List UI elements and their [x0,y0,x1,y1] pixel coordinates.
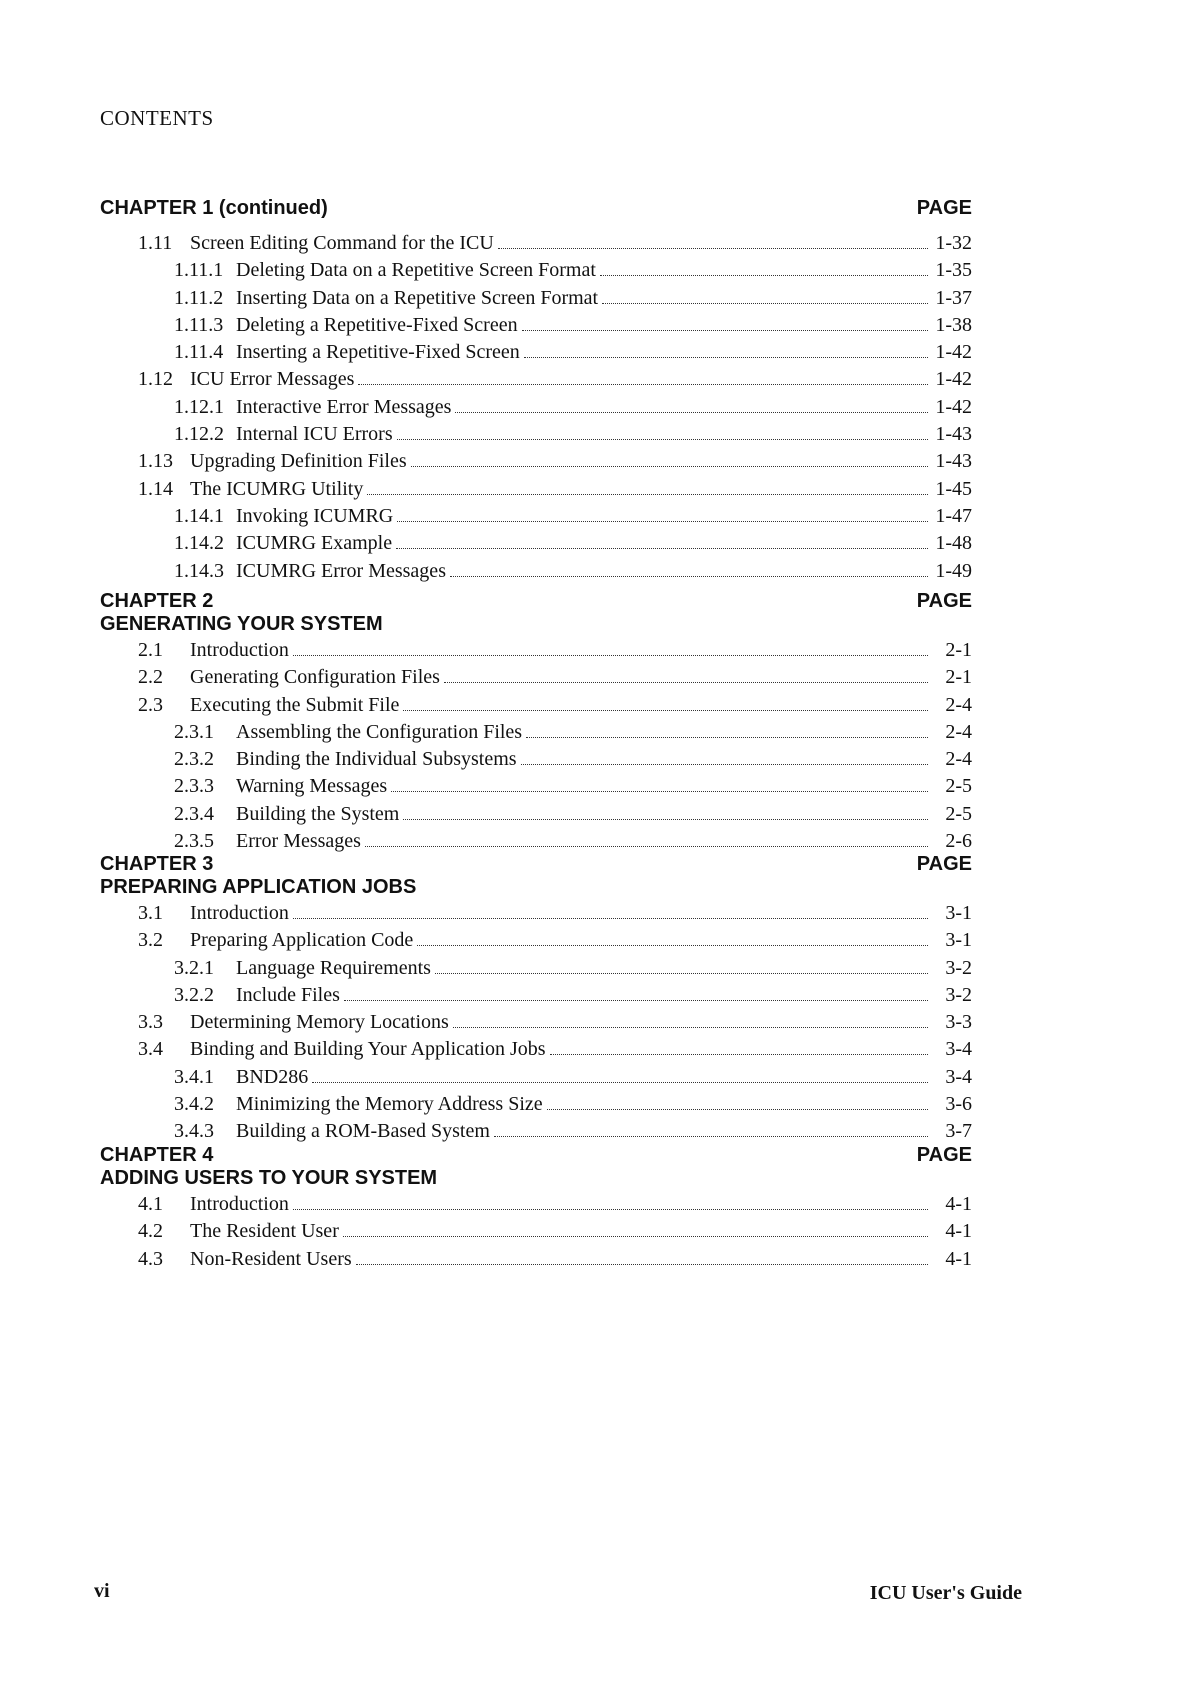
toc-entry [100,773,972,800]
toc-entry-page: 3-4 [945,1038,972,1061]
toc-entry [100,982,972,1009]
toc-entry-number: 2.3 [138,693,163,716]
toc-entry-page: 3-1 [945,929,972,952]
toc-entry-title: Assembling the Configuration Files [236,720,523,743]
toc-entry-title: Determining Memory Locations [190,1011,449,1034]
toc-entry [100,448,972,475]
toc-entry-number: 1.12.2 [174,423,224,446]
toc-entry-number: 3.4.3 [174,1120,214,1143]
toc-entry-number: 1.14.2 [174,532,224,555]
toc-entry-page: 3-4 [945,1065,972,1088]
toc-entry-page: 2-5 [945,775,972,798]
toc-dot-leader [403,819,928,820]
toc-dot-leader [498,248,928,249]
toc-entry-title: Building the System [236,802,400,825]
toc-entry-number: 1.14 [138,477,173,500]
toc-entries [100,637,972,855]
toc-entry-title: Deleting a Repetitive-Fixed Screen [236,313,518,336]
toc-entry-page: 1-35 [935,259,972,282]
toc-dot-leader [547,1109,928,1110]
toc-entry-number: 2.3.2 [174,748,214,771]
toc-entry-title: Generating Configuration Files [190,666,440,689]
toc-entry [100,503,972,530]
toc-entry-number: 2.2 [138,666,163,689]
chapter-heading-row [100,196,972,220]
toc-dot-leader [521,764,928,765]
toc-entry-number: 3.2 [138,929,163,952]
toc-dot-leader [344,1000,928,1001]
toc-entry-title: ICU Error Messages [190,368,355,391]
footer-page-number: vi [94,1580,110,1602]
toc-entry-number: 3.4.1 [174,1065,214,1088]
toc-entry-number: 2.1 [138,639,163,661]
toc-dot-leader [403,710,928,711]
toc-entry [100,1091,972,1118]
toc-entries [100,1191,972,1273]
toc-dot-leader [600,275,928,276]
toc-entry-page: 3-2 [945,956,972,979]
toc-entry [100,394,972,421]
toc-entry [100,1191,972,1218]
toc-entry-number: 3.2.2 [174,983,214,1006]
toc-entry [100,1009,972,1036]
toc-entry-number: 3.3 [138,1011,163,1034]
toc-dot-leader [293,655,928,656]
toc-entry-title: Language Requirements [236,956,431,979]
toc-entry [100,1064,972,1091]
toc-entry-title: Screen Editing Command for the ICU [190,232,494,254]
toc-entry-number: 1.11.4 [174,341,224,364]
toc-dot-leader [391,791,928,792]
toc-entry-page: 1-37 [935,286,972,309]
toc-entry-number: 1.11.1 [174,259,224,282]
page-header: CONTENTS [100,106,214,130]
toc-entry-number: 2.3.1 [174,720,214,743]
footer-book-title: ICU User's Guide [869,1582,1022,1604]
toc-dot-leader [367,494,928,495]
toc-dot-leader [365,846,928,847]
toc-entry-title: Inserting Data on a Repetitive Screen Format [236,286,599,309]
toc-entry-page: 2-1 [945,639,972,661]
toc-entry-page: 1-48 [935,532,972,555]
toc-entry [100,285,972,312]
page-column-label: PAGE [916,853,972,875]
toc-entry [100,339,972,366]
toc-entry-page: 2-5 [945,802,972,825]
chapter-heading-row [100,852,972,876]
toc-entry [100,1218,972,1245]
toc-entry-page: 1-38 [935,313,972,336]
toc-entry-title: BND286 [236,1065,309,1088]
toc-entries [100,900,972,1146]
toc-entry-number: 1.12 [138,368,173,391]
toc-entry-number: 1.11 [138,232,173,254]
toc-entry-page: 3-7 [945,1120,972,1143]
chapter-heading: CHAPTER 3 [100,853,214,875]
chapter-4-section [100,1143,972,1273]
chapter-title: GENERATING YOUR SYSTEM [100,613,383,635]
toc-entry [100,1118,972,1145]
toc-entry [100,558,972,585]
toc-entry [100,801,972,828]
toc-entry [100,476,972,503]
toc-entry-title: Introduction [190,1193,289,1215]
chapter-heading-row [100,589,972,613]
toc-entry-page: 1-43 [935,423,972,446]
toc-dot-leader [356,1264,928,1265]
toc-entry-title: Include Files [236,983,340,1006]
toc-entry-number: 2.3.4 [174,802,214,825]
toc-entry-number: 1.12.1 [174,395,224,418]
toc-dot-leader [358,384,928,385]
toc-entry-title: Executing the Submit File [190,693,400,716]
toc-entry-number: 2.3.3 [174,775,214,798]
toc-dot-leader [293,1209,928,1210]
toc-dot-leader [602,303,928,304]
toc-entry-page: 4-1 [945,1247,972,1270]
toc-entry-title: Inserting a Repetitive-Fixed Screen [236,341,520,364]
page-column-label: PAGE [916,590,972,612]
toc-entry-number: 3.2.1 [174,956,214,979]
toc-entry-number: 4.2 [138,1220,163,1243]
toc-entry-number: 4.1 [138,1193,163,1215]
toc-entry [100,530,972,557]
toc-entry-page: 1-49 [935,559,972,582]
toc-entry [100,421,972,448]
toc-entry-title: Deleting Data on a Repetitive Screen Format [236,259,596,282]
toc-entry-title: ICUMRG Error Messages [236,559,446,582]
toc-dot-leader [455,412,928,413]
toc-dot-leader [293,918,928,919]
toc-entry [100,900,972,927]
toc-entry-number: 4.3 [138,1247,163,1270]
chapter-title: PREPARING APPLICATION JOBS [100,876,417,898]
page-column-label: PAGE [916,197,972,219]
toc-entry-page: 4-1 [945,1220,972,1243]
toc-dot-leader [444,682,928,683]
toc-entry [100,637,972,664]
toc-dot-leader [411,466,928,467]
toc-entry [100,664,972,691]
toc-dot-leader [396,548,928,549]
toc-entry-page: 1-43 [935,450,972,473]
toc-entry-title: Minimizing the Memory Address Size [236,1093,543,1116]
toc-dot-leader [343,1236,928,1237]
toc-entry-title: Introduction [190,639,289,661]
toc-entries [100,230,972,585]
toc-entry-number: 3.1 [138,902,163,924]
toc-entry-number: 1.14.3 [174,559,224,582]
toc-dot-leader [494,1136,928,1137]
toc-entry-number: 1.11.3 [174,313,224,336]
toc-entry-title: Internal ICU Errors [236,423,393,446]
toc-dot-leader [522,330,928,331]
chapter-heading: CHAPTER 1 (continued) [100,197,328,219]
toc-entry [100,230,972,257]
toc-entry-title: Binding the Individual Subsystems [236,748,517,771]
toc-entry-page: 1-42 [935,368,972,391]
toc-entry-number: 1.13 [138,450,173,473]
toc-entry-page: 2-4 [945,720,972,743]
chapter-2-section [100,589,972,855]
page-column-label: PAGE [916,1144,972,1166]
toc-entry-page: 1-45 [935,477,972,500]
toc-entry-page: 3-1 [945,902,972,924]
toc-entry [100,927,972,954]
toc-dot-leader [526,737,928,738]
toc-entry-number: 2.3.5 [174,830,214,853]
toc-dot-leader [524,357,928,358]
toc-entry-number: 1.11.2 [174,286,224,309]
toc-entry-title: Error Messages [236,830,361,853]
toc-entry-title: Upgrading Definition Files [190,450,407,473]
toc-entry-page: 2-1 [945,666,972,689]
chapter-heading: CHAPTER 2 [100,590,214,612]
toc-entry-page: 1-42 [935,395,972,418]
toc-entry-page: 3-2 [945,983,972,1006]
toc-entry [100,719,972,746]
toc-entry-title: Building a ROM-Based System [236,1120,490,1143]
chapter-1-section [100,196,972,585]
toc-entry [100,366,972,393]
toc-entry-page: 3-6 [945,1093,972,1116]
toc-entry-title: Interactive Error Messages [236,395,452,418]
toc-entry [100,955,972,982]
toc-entry-page: 4-1 [945,1193,972,1215]
toc-entry-page: 1-47 [935,504,972,527]
toc-entry-title: ICUMRG Example [236,532,393,555]
toc-entry-title: Binding and Building Your Application Jobs [190,1038,546,1061]
toc-entry-page: 2-4 [945,748,972,771]
toc-entry-page: 1-42 [935,341,972,364]
toc-dot-leader [312,1082,928,1083]
toc-dot-leader [435,973,928,974]
toc-entry-title: Warning Messages [236,775,388,798]
chapter-heading-row [100,1143,972,1167]
toc-dot-leader [397,439,928,440]
toc-entry-title: Introduction [190,902,289,924]
toc-entry-number: 1.14.1 [174,504,224,527]
chapter-heading: CHAPTER 4 [100,1144,214,1166]
toc-entry-title: The ICUMRG Utility [190,477,364,500]
toc-dot-leader [453,1027,928,1028]
toc-entry [100,746,972,773]
toc-entry-number: 3.4 [138,1038,163,1061]
toc-entry [100,1036,972,1063]
toc-dot-leader [417,945,928,946]
toc-entry-page: 3-3 [945,1011,972,1034]
toc-entry-title: Non-Resident Users [190,1247,352,1270]
toc-entry [100,692,972,719]
toc-dot-leader [397,521,928,522]
toc-entry-title: Invoking ICUMRG [236,504,394,527]
toc-dot-leader [450,576,928,577]
toc-entry-page: 2-4 [945,693,972,716]
toc-entry [100,257,972,284]
toc-entry-title: Preparing Application Code [190,929,414,952]
chapter-title: ADDING USERS TO YOUR SYSTEM [100,1167,438,1189]
chapter-3-section [100,852,972,1146]
toc-entry [100,312,972,339]
toc-dot-leader [550,1054,928,1055]
toc-entry-page: 1-32 [935,232,972,254]
toc-entry-number: 3.4.2 [174,1093,214,1116]
toc-entry [100,1246,972,1273]
toc-entry-title: The Resident User [190,1220,339,1243]
toc-entry-page: 2-6 [945,830,972,853]
